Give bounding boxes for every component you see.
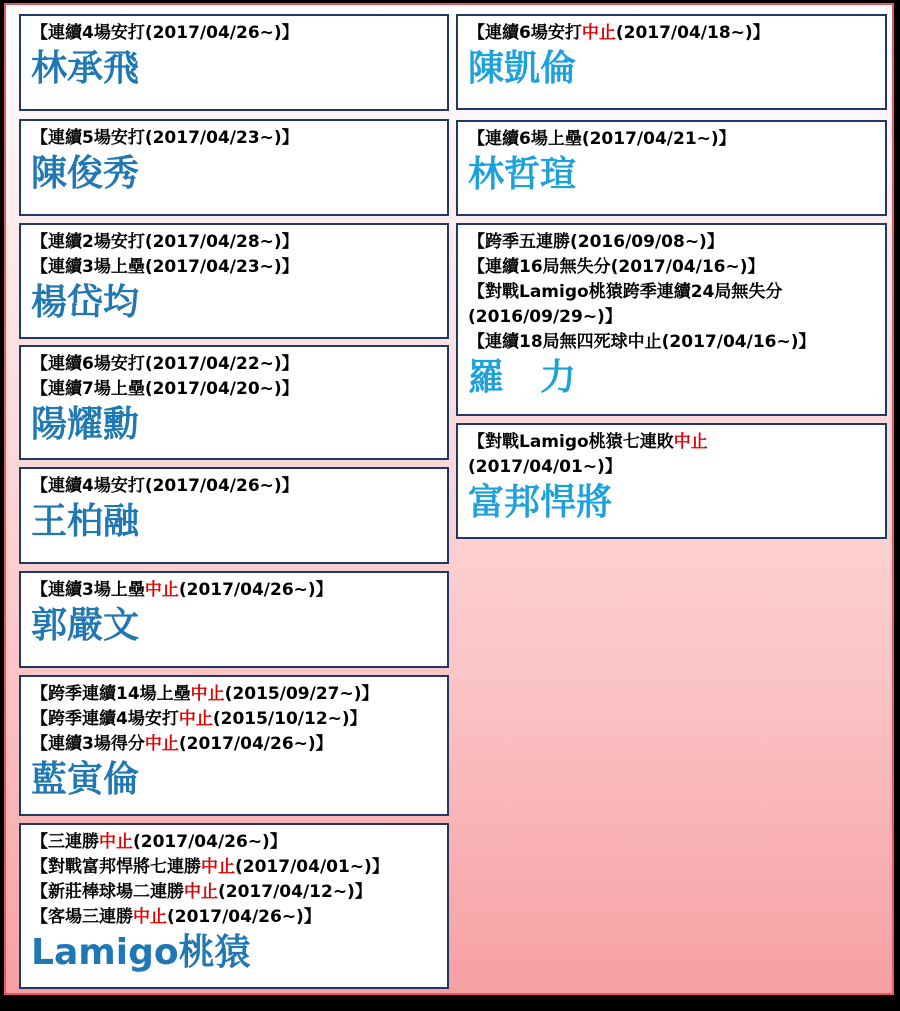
player-name: 王柏融 (31, 501, 140, 542)
note-text: (2017/04/26~)】 (133, 832, 287, 852)
note-text: 【連續18局無四死球中止(2017/04/16~)】 (468, 332, 816, 352)
streak-note (468, 230, 875, 255)
note-text: 【對戰富邦悍將七連勝 (31, 857, 201, 877)
streak-note (468, 430, 875, 480)
streak-notes (468, 430, 875, 480)
card-player (19, 571, 449, 668)
card-player (19, 223, 449, 339)
streak-notes (31, 830, 437, 930)
note-text: 【跨季五連勝(2016/09/08~)】 (468, 232, 724, 252)
player-name: 林承飛 (31, 48, 140, 89)
player-name: 羅 力 (468, 357, 577, 398)
team-name: 富邦悍將 (468, 482, 613, 523)
streak-note (31, 880, 437, 905)
note-text: 【連續2場安打(2017/04/28~)】 (31, 232, 299, 252)
note-text: (2017/04/12~)】 (218, 882, 372, 902)
stopped-label: 中止 (190, 684, 225, 704)
streak-notes (31, 682, 437, 757)
note-text: (2015/09/27~)】 (224, 684, 379, 704)
note-text: 【連續5場安打(2017/04/23~)】 (31, 128, 299, 148)
note-text: (2015/10/12~)】 (212, 709, 367, 729)
streak-note (31, 352, 437, 377)
note-text: 【連續6場安打 (468, 23, 582, 43)
stopped-label: 中止 (201, 857, 235, 877)
streak-notes (468, 127, 875, 152)
note-text: 【連續16局無失分(2017/04/16~)】 (468, 257, 765, 277)
player-name: 楊岱均 (31, 282, 140, 323)
streak-note (31, 474, 437, 499)
streak-notes (31, 578, 437, 603)
note-text: 【新莊棒球場二連勝 (31, 882, 184, 902)
streak-note (468, 280, 875, 330)
card-player (19, 467, 449, 564)
note-text: 【跨季連續14場上壘 (31, 684, 191, 704)
streak-notes (468, 21, 875, 46)
card-team (456, 423, 887, 539)
card-player (19, 14, 449, 111)
note-text: (2017/04/18~)】 (615, 23, 770, 43)
streak-note (31, 578, 437, 603)
card-player (456, 120, 887, 216)
card-player (456, 223, 887, 416)
note-text: (2017/04/26~)】 (178, 580, 333, 600)
stopped-label: 中止 (184, 882, 218, 902)
streak-note (31, 830, 437, 855)
streak-note (468, 330, 875, 355)
note-text: 【連續3場上壘 (31, 580, 145, 600)
note-text: (2017/04/26~)】 (167, 907, 321, 927)
stopped-label: 中止 (144, 580, 179, 600)
stopped-label: 中止 (178, 709, 213, 729)
note-text: 【連續7場上壘(2017/04/20~)】 (31, 379, 299, 399)
stopped-label: 中止 (673, 432, 708, 452)
streak-note (31, 905, 437, 930)
note-text: 【對戰Lamigo桃猿跨季連續24局無失分(2016/09/29~)】 (468, 282, 783, 327)
streak-note (31, 21, 437, 46)
note-text: 【對戰Lamigo桃猿七連敗 (468, 432, 674, 452)
player-name: 郭嚴文 (31, 605, 140, 646)
streak-notes (31, 21, 437, 46)
player-name: 陽耀勳 (31, 404, 140, 445)
player-name: 陳凱倫 (468, 48, 577, 89)
note-text: 【連續6場上壘(2017/04/21~)】 (468, 129, 736, 149)
stopped-label: 中止 (133, 907, 167, 927)
note-text: (2017/04/26~)】 (178, 734, 333, 754)
card-player (19, 345, 449, 460)
streak-note (31, 855, 437, 880)
streak-notes (31, 230, 437, 280)
streak-note (468, 21, 875, 46)
streak-note (31, 682, 437, 707)
streak-notes (468, 230, 875, 355)
streak-note (468, 255, 875, 280)
streak-notes (31, 126, 437, 151)
team-name: Lamigo桃猿 (31, 932, 251, 973)
note-text: 【跨季連續4場安打 (31, 709, 179, 729)
streak-note (31, 126, 437, 151)
streak-note (31, 707, 437, 732)
note-text: (2017/04/01~)】 (235, 857, 389, 877)
streak-note (31, 255, 437, 280)
stopped-label: 中止 (99, 832, 133, 852)
streak-note (468, 127, 875, 152)
streak-note (31, 732, 437, 757)
note-text: 【連續3場上壘(2017/04/23~)】 (31, 257, 299, 277)
player-name: 陳俊秀 (31, 153, 140, 194)
streak-notes (31, 474, 437, 499)
streak-note (31, 230, 437, 255)
streak-notes (31, 352, 437, 402)
card-player (19, 119, 449, 216)
stopped-label: 中止 (144, 734, 179, 754)
card-player (456, 14, 887, 110)
player-name: 藍寅倫 (31, 759, 140, 800)
note-text: 【連續6場安打(2017/04/22~)】 (31, 354, 299, 374)
note-text: 【連續3場得分 (31, 734, 145, 754)
note-text: 【客場三連勝 (31, 907, 133, 927)
note-text: 【連續4場安打(2017/04/26~)】 (31, 23, 299, 43)
note-text: (2017/04/01~)】 (468, 457, 622, 477)
streak-note (31, 377, 437, 402)
card-team (19, 823, 449, 989)
stopped-label: 中止 (581, 23, 616, 43)
note-text: 【三連勝 (31, 832, 99, 852)
card-player (19, 675, 449, 816)
note-text: 【連續4場安打(2017/04/26~)】 (31, 476, 299, 496)
player-name: 林哲瑄 (468, 154, 577, 195)
